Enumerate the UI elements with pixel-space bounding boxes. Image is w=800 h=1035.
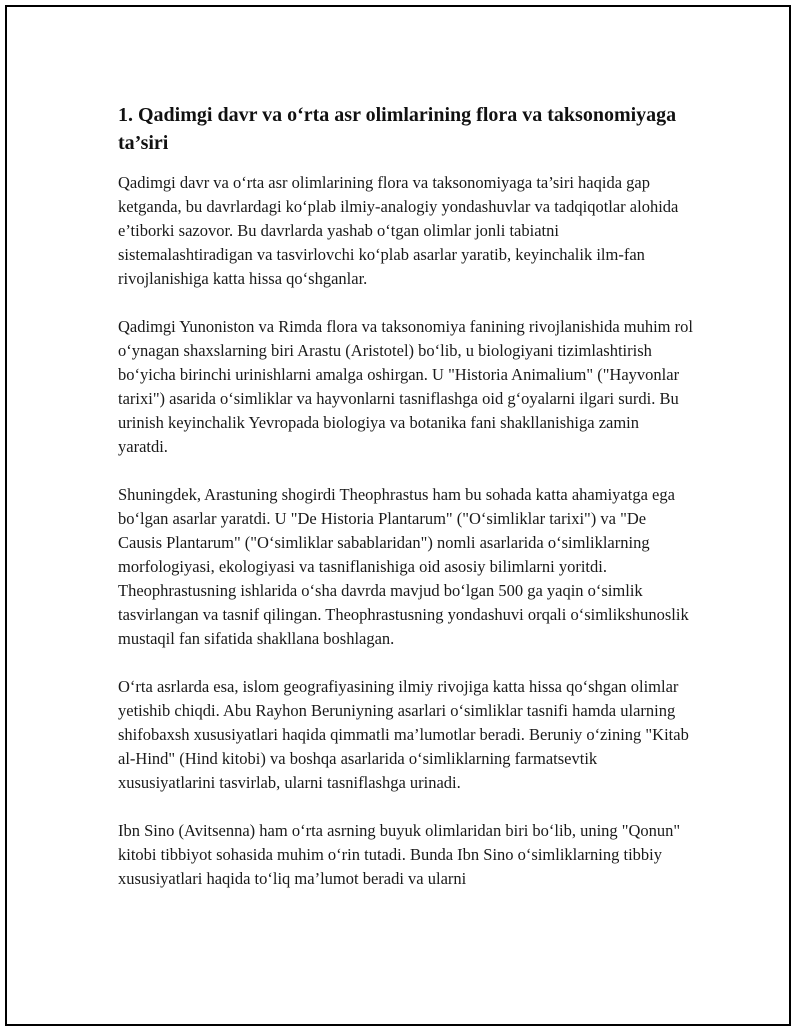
section-heading: 1. Qadimgi davr va o‘rta asr olimlarining flora va taksonomiyaga ta’siri — [118, 104, 677, 154]
paragraph-beruni: O‘rta asrlarda esa, islom geografiyasining ilmiy rivojiga katta hissa qo‘shgan olimlar yetishib chiqdi. Abu Rayhon Beruniyning asarlari o‘simliklar tasnifi hamda ularning shifobaxsh xususiyatlari haqida qimmatli ma’lumotlar beradi. Beruniy o‘zining "Kitab al-Hind" (Hind kitobi) va boshqa asarlarida o‘simliklarning farmatsevtik xususiyatlarini tasvirlab, ularni tasniflashga urinadi. — [118, 677, 689, 792]
paragraph-ibn-sino: Ibn Sino (Avitsenna) ham o‘rta asrning buyuk olimlaridan biri bo‘lib, uning "Qonun" kitobi tibbiyot sohasida muhim o‘rin tutadi. Bunda Ibn Sino o‘simliklarning tibbiy xususiyatlari haqida to‘liq ma’lumot beradi va ularni — [118, 821, 681, 888]
document-body — [118, 101, 693, 915]
page-frame — [5, 5, 791, 1026]
paragraph-intro: Qadimgi davr va o‘rta asr olimlarining flora va taksonomiyaga ta’siri haqida gap ketganda, bu davrlardagi ko‘plab ilmiy-analogiy yondashuvlar va tadqiqotlar alohida e’tiborki sazovor. Bu davrlarda yashab o‘tgan olimlar jonli tabiatni sistemalashtiradigan va tasvirlovchi ko‘plab asarlar yaratib, keyinchalik ilm-fan rivojlanishiga katta hissa qo‘shganlar. — [118, 173, 679, 288]
paragraph-aristotle: Qadimgi Yunoniston va Rimda flora va taksonomiya fanining rivojlanishida muhim rol o‘ynagan shaxslarning biri Arastu (Aristotel) bo‘lib, u biologiyani tizimlashtirish bo‘yicha birinchi urinishlarni amalga oshirgan. U "Historia Animalium" ("Hayvonlar tarixi") asarida o‘simliklar va hayvonlarni tasniflashga oid g‘oyalarni ilgari surdi. Bu urinish keyinchalik Yevropada biologiya va botanika fani shakllanishiga zamin yaratdi. — [118, 317, 693, 456]
paragraph-theophrastus: Shuningdek, Arastuning shogirdi Theophrastus ham bu sohada katta ahamiyatga ega bo‘lgan asarlar yaratdi. U "De Historia Plantarum" ("O‘simliklar tarixi") va "De Causis Plantarum" ("O‘simliklar sabablaridan") nomli asarlarida o‘simliklarning morfologiyasi, ekologiyasi va tasniflanishiga oid asosiy bilimlarni yoritdi. Theophrastusning ishlarida o‘sha davrda mavjud bo‘lgan 500 ga yaqin o‘simlik tasvirlangan va tasnif qilingan. Theophrastusning yondashuvi orqali o‘simlikshunoslik mustaqil fan sifatida shakllana boshlagan. — [118, 485, 689, 648]
